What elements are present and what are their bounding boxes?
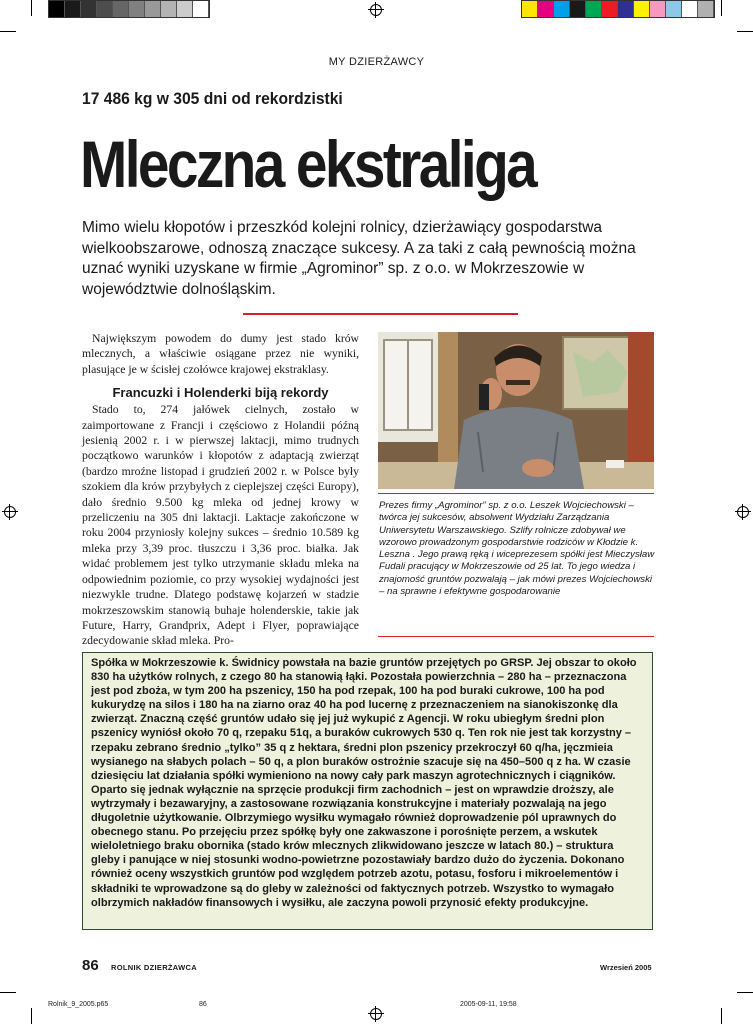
calibration-swatch — [634, 1, 650, 17]
info-box-text: Spółka w Mokrzeszowie k. Świdnicy powstała na bazie gruntów przejętych po GRSP. Jej obszar to około 830 ha użytków rolnych, z czego 80 ha stanowią łąki. Pozostała powierzchnia – 280 ha – przeznaczona jest pod zboża, w tym 200 ha pszenicy, 150 ha pod rzepak, 100 ha pod buraki cukrowe, 100 ha pod kukurydzę na silos i 180 ha na ziarno oraz 40 ha pod lucernę z przeznaczeniem na sianokiszonkę dla zwierząt. Znaczną część gruntów udało się jej już wykupić z Agencji. W roku ubiegłym średni plon pszenicy wyniósł około 70 q, rzepaku 51q, a buraków cukrowych 530 q. Ten rok nie jest tak korzystny – rzepaku zebrano średnio „tylko” 35 q z hektara, średni plon pszenicy przekroczył 60 q/ha, jęczmieia wysianego na słabych polach – 50 q, a plon buraków ostrożnie szacuje się na 450–500 q z ha. W czasie dziesięciu lat działania spółki wymieniono na nowy cały park maszyn agrotechnicznych i ciągników. Oparto się jednak wyłącznie na sprzęcie produkcji firm zachodnich – jest on wprawdzie droższy, ale wytrzymały i bezawaryjny, a zastosowane rozwiązania konstrukcyjne i materiały pozwalają na jego długoletnie użytkowanie. Olbrzymiego wysiłku wymagało również doprowadzenie pól uprawnych do obecnego stanu. Po przejęciu przez spółkę były one zakwaszone i porośnięte perzem, a wskutek wieloletniego braku obornika (stado krów mlecznych zlikwidowano jeszcze w latach 80.) – struktura gleby i panujące w niej stosunki wodno-powietrzne pozostawiały bardzo dużo do życzenia. Dokonano również oceny wszystkich gruntów pod względem potrzeb azotu, potasu, fosforu i mikroelementów i składniki te wprowadzone są do gleby w zależności od faktycznych potrzeb. Wszystko to wymagało olbrzymich nakładów finansowych i wysiłku, ale zaczyna powoli przynosić efekty produkcyjne. — [91, 657, 637, 909]
portrait-photo — [378, 332, 654, 489]
crop-mark — [721, 1008, 722, 1024]
calibration-swatch — [618, 1, 634, 17]
section-label: MY DZIERŻAWCY — [328, 56, 425, 68]
article-kicker: 17 486 kg w 305 dni od rekordzistki — [82, 89, 343, 108]
gray-calibration-bar — [48, 0, 210, 18]
calibration-swatch — [570, 1, 586, 17]
magazine-name: ROLNIK DZIERŻAWCA — [111, 963, 197, 972]
color-calibration-bar — [521, 0, 715, 18]
crop-mark — [31, 1008, 32, 1024]
calibration-swatch — [97, 1, 113, 17]
calibration-swatch — [65, 1, 81, 17]
crop-mark — [737, 31, 753, 32]
crop-mark — [31, 0, 32, 16]
divider-rule — [243, 313, 518, 315]
article-body — [82, 331, 359, 649]
calibration-swatch — [602, 1, 618, 17]
slug-page: 86 — [199, 1001, 207, 1008]
slug-timestamp: 2005-09-11, 19:58 — [460, 1001, 517, 1008]
article-lead: Mimo wielu kłopotów i przeszkód kolejni rolnicy, dzierżawiący gospodarstwa wielkoobszarowe, odnoszą znaczące sukcesy. A za taki z całą pewnością można uznać wyniki uzyskane w firmie „Agrominor” sp. z o.o. w Mokrzeszowie w województwie dolnośląskim. — [82, 219, 636, 298]
crop-mark — [0, 31, 16, 32]
page-number: 86 — [82, 957, 99, 974]
issue-date: Wrzesień 2005 — [600, 963, 652, 972]
caption-rule — [378, 493, 654, 494]
calibration-swatch — [554, 1, 570, 17]
crop-mark — [0, 992, 16, 993]
crop-mark — [737, 992, 753, 993]
calibration-swatch — [145, 1, 161, 17]
slug-filename: Rolnik_9_2005.p65 — [48, 1001, 109, 1008]
registration-mark-icon — [2, 504, 18, 520]
article-headline: Mleczna ekstraliga — [80, 127, 536, 201]
section-subhead: Francuzki i Holenderki biją rekordy — [112, 385, 329, 401]
calibration-swatch — [538, 1, 554, 17]
body-paragraph: Największym powodem do dumy jest stado krów mlecznych, a właściwie osiągane przez nie wyniki, plasujące je w ścisłej czołówce krajowej ekstraklasy. — [82, 332, 359, 376]
calibration-swatch — [161, 1, 177, 17]
calibration-swatch — [113, 1, 129, 17]
crop-mark — [721, 0, 722, 16]
photo-caption: Prezes firmy „Agrominor” sp. z o.o. Leszek Wojciechowski – twórca jej sukcesów, absolwent Wydziału Zarządzania Uniwersytetu Warszawskiego. Szlify rolnicze zdobywał we wzorowo prowadzonym gospodarstwie rodziców w Kłodzie k. Leszna . Jego prawą ręką i wiceprezesem spółki jest Mieczysław Fudali pracujący w Mokrzeszowie od 25 lat. To jego wiedza i znajomość gruntów pozwalają – jak mówi prezes Wojciechowski – na sprawne i efektywne gospodarowanie — [379, 500, 655, 598]
calibration-swatch — [177, 1, 193, 17]
info-box — [82, 652, 653, 930]
calibration-swatch — [698, 1, 714, 17]
calibration-swatch — [586, 1, 602, 17]
calibration-swatch — [682, 1, 698, 17]
calibration-swatch — [49, 1, 65, 17]
calibration-swatch — [666, 1, 682, 17]
calibration-swatch — [193, 1, 209, 17]
calibration-swatch — [129, 1, 145, 17]
body-paragraph: Stado to, 274 jałówek cielnych, zostało w zaimportowane z Francji i częściowo z Holandii późną jesienią 2002 r. i w pierwszej laktacji, mimo trudnych początkowo warunków i kłopotów z adaptacją zwierząt (bardzo mroźne listopad i grudzień 2002 r. w Polsce były szokiem dla krów przybyłych z cieplejszej części Europy), dało średnio 9.500 kg mleka od jednej krowy w przeliczeniu na 305 dni laktacji. Laktacje zakończone w roku 2004 przyniosły kolejny sukces – średnio 10.589 kg mleka przy 3,39 proc. tłuszczu i 3,36 proc. białka. Jak widać problemem jest tylko utrzymanie składu mleka na odpowiednim poziomie, co przy wysokiej wydajności jest niezwykle trudne. Dlatego podstawę kojarzeń w stadzie mokrzeszowskim stanowią buhaje holenderskie, takie jak Future, Harry, Grandprix, Adept i Flyer, poprawiające zdecydowanie skład mleka. Pro- — [82, 403, 359, 648]
registration-mark-icon — [735, 504, 751, 520]
calibration-swatch — [522, 1, 538, 17]
calibration-swatch — [81, 1, 97, 17]
calibration-swatch — [650, 1, 666, 17]
registration-mark-icon — [368, 2, 384, 18]
registration-mark-icon — [368, 1006, 384, 1022]
caption-rule — [378, 636, 654, 637]
